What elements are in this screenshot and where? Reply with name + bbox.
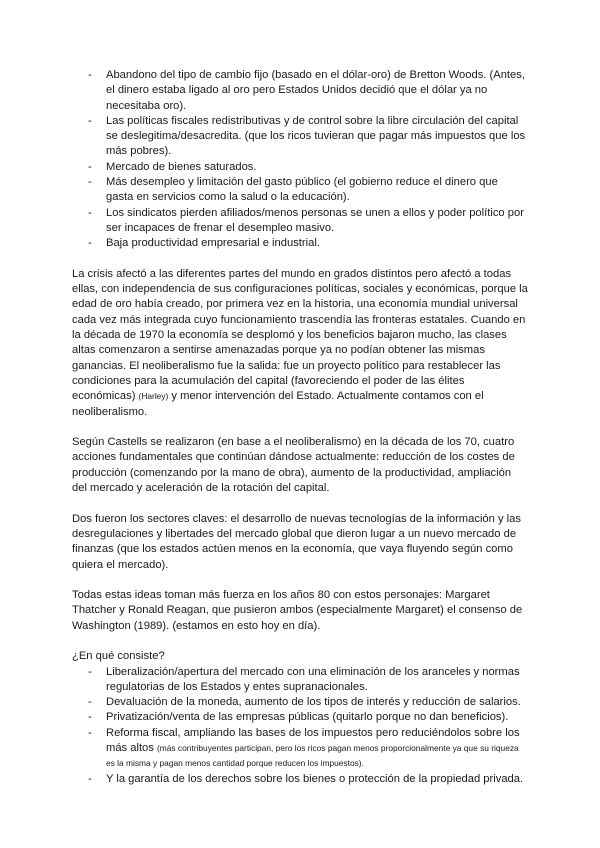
reform-note: (más contribuyentes participan, pero los ricos pagan menos proporcionalmente ya que su riqueza es la misma y pagan menos cantidad porque reducen los impuestos). [106, 743, 519, 769]
paragraph-sectors: Dos fueron los sectores claves: el desarrollo de nuevas tecnologías de la información y las desregulaciones y libertades del mercado global que dieron lugar a un nuevo mercado de finanzas (que los estados actúen menos en la economía, que vaya fluyendo según como quiera el mercado). [72, 512, 521, 571]
consensus-list [72, 665, 528, 787]
list-item: - Privatización/venta de las empresas públicas (quitarlo porque no dan beneficios). [72, 710, 528, 725]
list-item: - Reforma fiscal, ampliando las bases de los impuestos pero reduciéndolos sobre los más altos (más contribuyentes participan, pero los ricos pagan menos proporcionalmente ya que su riqueza es la misma y pagan menos cantidad porque reducen los impuestos). [72, 726, 528, 772]
list-item: - Los sindicatos pierden afiliados/menos personas se unen a ellos y poder político por ser incapaces de frenar el desempleo masivo. [72, 206, 528, 237]
causes-list [72, 68, 528, 252]
citation-harley: (Harley) [138, 391, 169, 402]
paragraph-washington: Todas estas ideas toman más fuerza en los años 80 con estos personajes: Margaret Thatcher y Ronald Reagan, que pusieron ambos (especialmente Margaret) el consenso de Washington (1989). (estamos en esto hoy en día). [72, 589, 523, 632]
list-item: - Más desempleo y limitación del gasto público (el gobierno reduce el dinero que gasta en servicios como la salud o la educación). [72, 175, 528, 206]
list-item: - Y la garantía de los derechos sobre los bienes o protección de la propiedad privada. [72, 772, 528, 787]
list-item: - Mercado de bienes saturados. [72, 160, 528, 175]
document-body [72, 68, 528, 787]
list-item: - Baja productividad empresarial e industrial. [72, 236, 528, 251]
list-item: - Abandono del tipo de cambio fijo (basado en el dólar-oro) de Bretton Woods. (Antes, el dinero estaba ligado al oro pero Estados Unidos decidió que el dólar ya no necesitaba oro). [72, 68, 528, 114]
list-item: - Devaluación de la moneda, aumento de los tipos de interés y reducción de salarios. [72, 695, 528, 710]
list-item: - Las políticas fiscales redistributivas y de control sobre la libre circulación del capital se deslegitima/desacredita. (que los ricos tuvieran que pagar más impuestos que los más pobres). [72, 114, 528, 160]
paragraph-castells: Según Castells se realizaron (en base a el neoliberalismo) en la década de los 70, cuatro acciones fundamentales que continúan dándose actualmente: reducción de los costes de producción (comenzando por la mano de obra), aumento de la productividad, ampliación del mercado y aceleración de la rotación del capital. [72, 436, 515, 495]
list-item: - Liberalización/apertura del mercado con una eliminación de los aranceles y normas regulatorias de los Estados y entes supranacionales. [72, 665, 528, 696]
question-heading: ¿En qué consiste? [72, 650, 165, 663]
paragraph-crisis: La crisis afectó a las diferentes partes del mundo en grados distintos pero afectó a todas ellas, con independencia de sus configuraciones políticas, sociales y económicas, porque la edad de oro había creado, por primera vez en la historia, una economía mundial universal cada vez más integrada cuyo funcionamiento trascendía las fronteras estatales. Cuando en la década de 1970 la economía se desplomó y los beneficios bajaron mucho, las clases altas comenzaron a sentirse amenazadas porque ya no podían obtener las mismas ganancias. El neoliberalismo fue la salida: fue un proyecto político para restablecer las condiciones para la acumulación del capital (favoreciendo el poder de las élites económicas) (Harley) y menor intervención del Estado. Actualmente contamos con el neoliberalismo. [72, 267, 528, 418]
